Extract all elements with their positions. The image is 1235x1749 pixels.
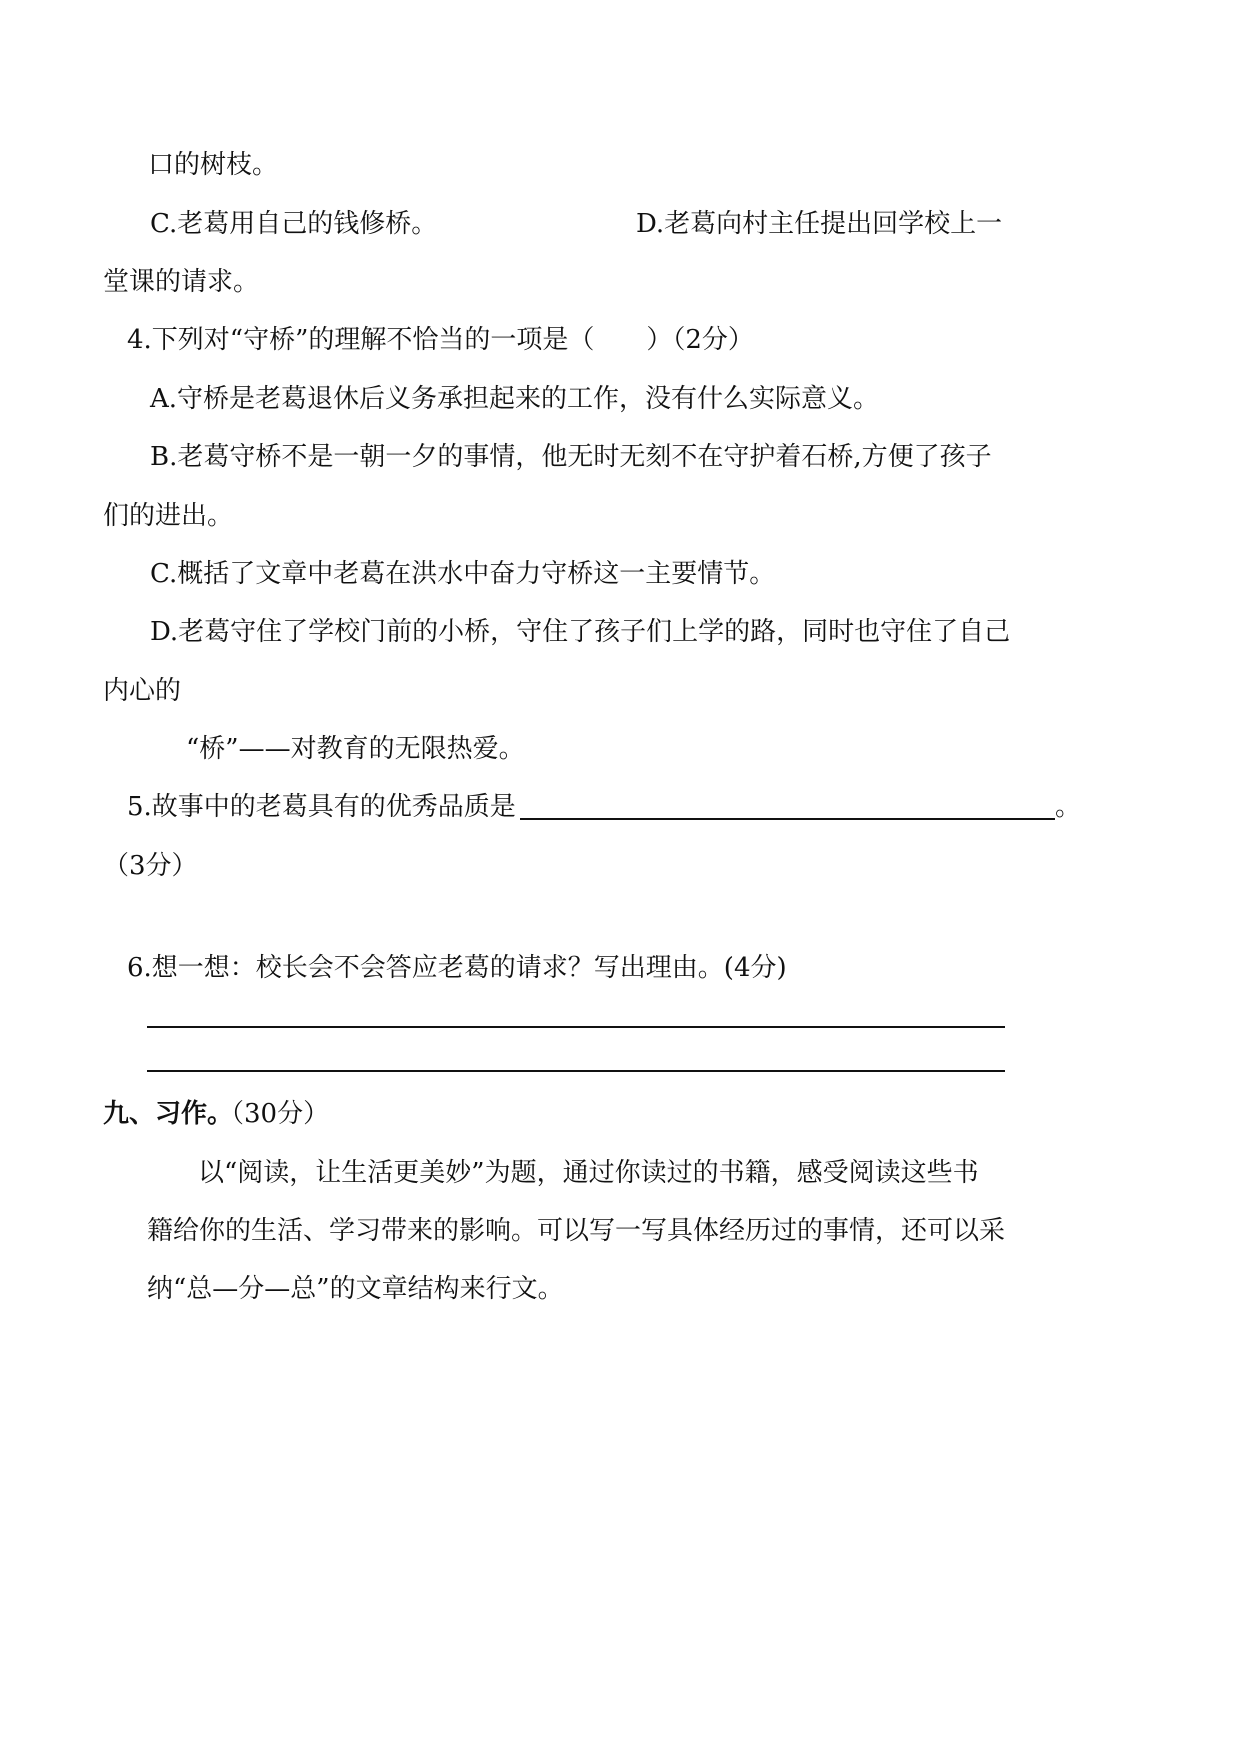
- section9-score: （30分）: [218, 1099, 330, 1129]
- q4-option-b: B.老葛守桥不是一朝一夕的事情，他无时无刻不在守护着石桥,方便了孩子: [150, 442, 992, 472]
- q5-end-punctuation: 。: [1055, 792, 1082, 822]
- q4-stem: 4.下列对“守桥”的理解不恰当的一项是（ ）（2分）: [127, 325, 754, 355]
- q5-score: （3分）: [103, 851, 198, 881]
- q4-option-c: C.概括了文章中老葛在洪水中奋力守桥这一主要情节。: [150, 559, 776, 589]
- q6-answer-line-2[interactable]: [147, 1070, 1005, 1072]
- q3-option-b-continued: 口的树枝。: [148, 150, 279, 180]
- section9-paragraph-line-3: 纳“总—分—总”的文章结构来行文。: [147, 1274, 564, 1304]
- q3-option-d-continued: 堂课的请求。: [103, 267, 260, 297]
- q4-option-d-continued-2: “桥”——对教育的无限热爱。: [186, 734, 525, 764]
- q6-stem: 6.想一想：校长会不会答应老葛的请求？写出理由。(4分): [127, 953, 787, 983]
- q4-option-a: A.守桥是老葛退休后义务承担起来的工作，没有什么实际意义。: [150, 384, 880, 414]
- q4-option-d-continued: 内心的: [103, 676, 182, 706]
- section9-paragraph-line-2: 籍给你的生活、学习带来的影响。可以写一写具体经历过的事情，还可以采: [147, 1216, 1006, 1246]
- q3-option-c: C.老葛用自己的钱修桥。: [150, 209, 438, 239]
- q5-answer-line[interactable]: [520, 818, 1055, 820]
- section9-title: 九、习作。: [103, 1099, 234, 1129]
- q3-option-d: D.老葛向村主任提出回学校上一: [636, 209, 1003, 239]
- q6-answer-line-1[interactable]: [147, 1026, 1005, 1028]
- q4-option-b-continued: 们的进出。: [103, 501, 234, 531]
- section9-paragraph-line-1: 以“阅读，让生活更美妙”为题，通过你读过的书籍，感受阅读这些书: [198, 1158, 979, 1188]
- q4-option-d: D.老葛守住了学校门前的小桥，守住了孩子们上学的路，同时也守住了自己: [150, 617, 1011, 647]
- q5-stem: 5.故事中的老葛具有的优秀品质是: [127, 792, 516, 822]
